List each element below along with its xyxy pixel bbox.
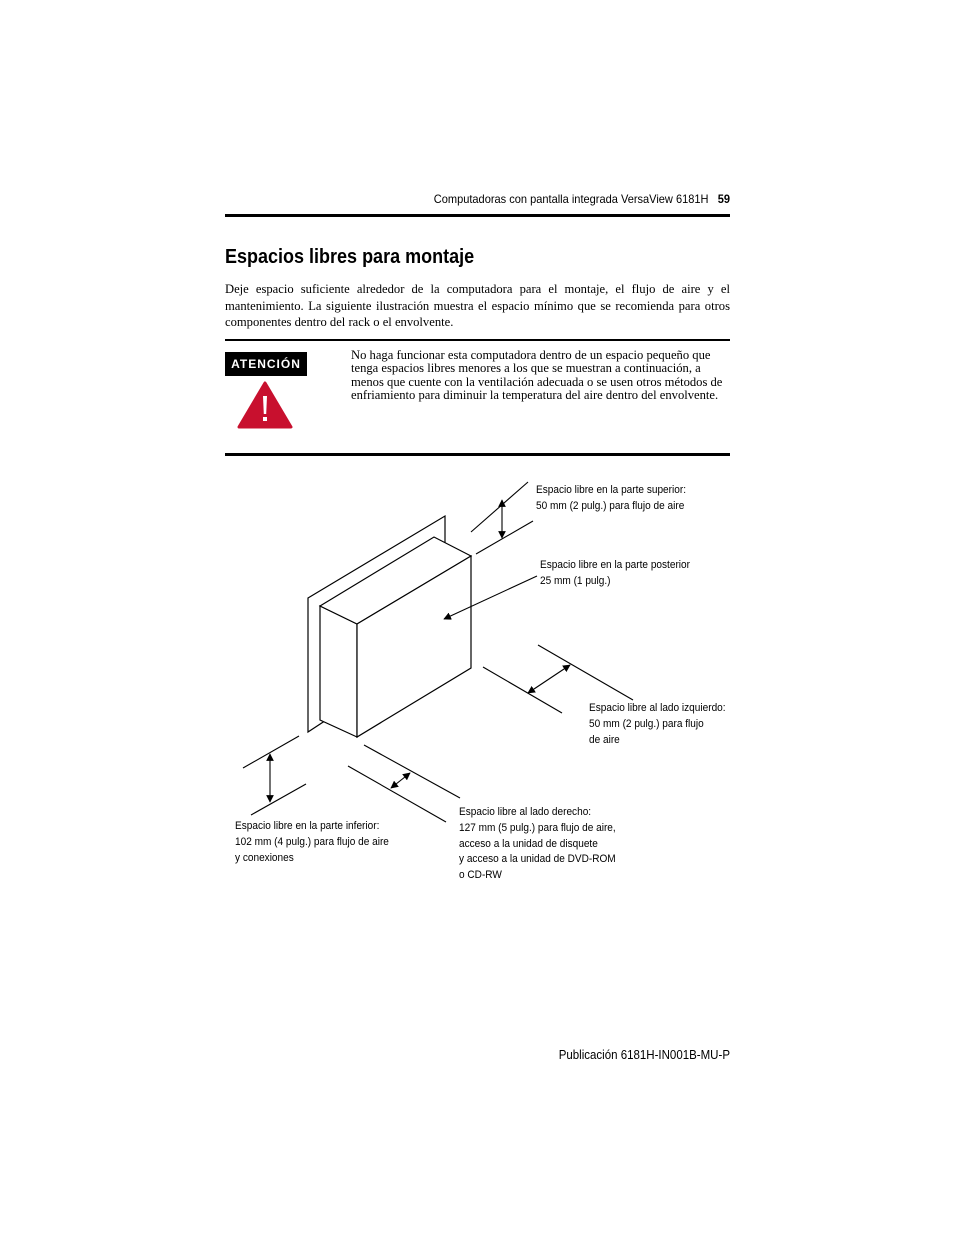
label-top-clearance: Espacio libre en la parte superior: 50 mm (2 pulg.) para flujo de aire — [536, 484, 687, 512]
intro-paragraph: Deje espacio suficiente alrededor de la computadora para el montaje, el flujo de aire y el mantenimiento. La siguiente ilustración muestra el espacio mínimo que se recomienda para otros componentes dentro del rack o el envolvente. — [225, 282, 730, 329]
label-left-clearance: Espacio libre al lado izquierdo: 50 mm (2 pulg.) para flujo de aire — [589, 702, 726, 746]
publication-footer: Publicación 6181H-IN001B-MU-P — [558, 1048, 730, 1062]
top-clearance — [471, 482, 533, 554]
attention-badge: ATENCIÓN — [225, 352, 307, 376]
computer-box — [320, 537, 471, 737]
label-bottom-clearance: Espacio libre en la parte inferior: 102 mm (4 pulg.) para flujo de aire y conexiones — [235, 820, 389, 864]
header-title: Computadoras con pantalla integrada VersaView 6181H — [433, 192, 709, 206]
page-number: 59 — [717, 192, 730, 206]
attention-text: No haga funcionar esta computadora dentro de un espacio pequeño que tenga espacios libres menores a los que se muestran a continuación, a menos que cuente con la ventilación adecuada o se usen otros métodos de enfriamiento para diminuir la temperatura del aire dentro del envolvente. — [351, 348, 723, 403]
right-clearance — [348, 745, 460, 822]
bottom-clearance — [243, 736, 306, 815]
label-right-clearance: Espacio libre al lado derecho: 127 mm (5 pulg.) para flujo de aire, acceso a la unidad de disquete y acceso a la unidad de DVD-ROM o CD-RW — [459, 806, 616, 882]
section-title: Espacios libres para montaje — [225, 246, 475, 268]
label-rear-clearance: Espacio libre en la parte posterior 25 mm (1 pulg.) — [540, 559, 691, 587]
